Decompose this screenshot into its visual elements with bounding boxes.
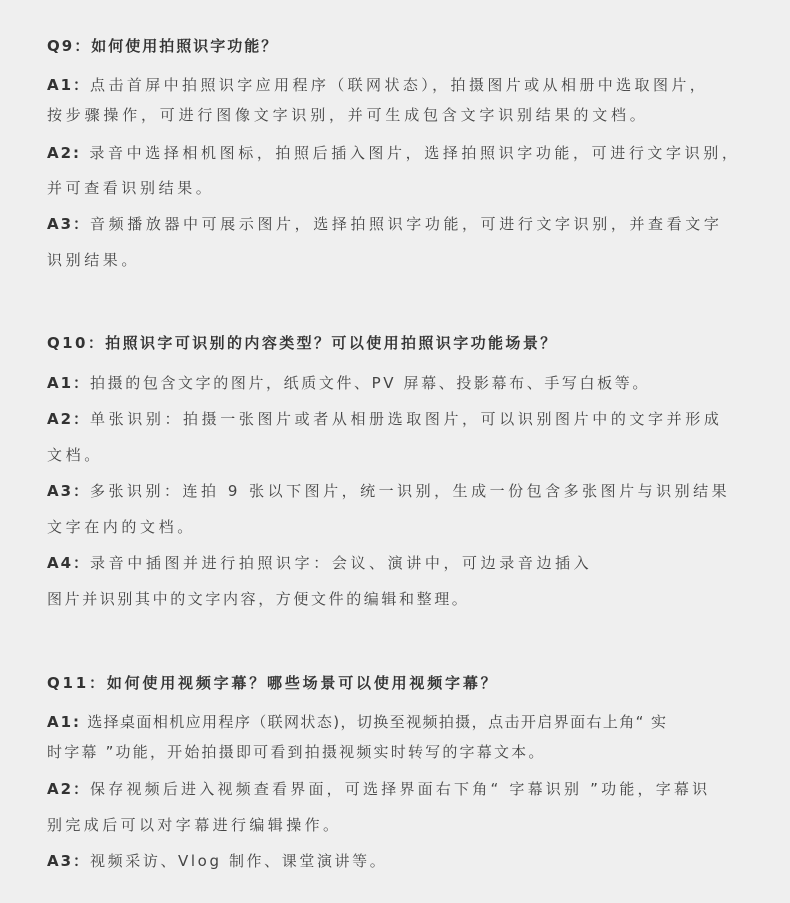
answer-q9-a1-line-1 <box>47 74 708 95</box>
answer-q9-a2-line-2: 并可查看识别结果。 <box>47 179 215 197</box>
answer-q10-a2-line-2: 文档。 <box>47 446 103 464</box>
answer-label: A4： <box>47 554 91 572</box>
answer-text: 多张识别：连拍 9 张以下图片，统一识别，生成一份包含多张图片与识别结果 <box>90 482 731 500</box>
answer-q11-a3-line-1 <box>47 850 387 871</box>
answer-q11-a1-line-2: 时字幕 ”功能，开始拍摄即可看到拍摄视频实时转写的字幕文本。 <box>47 743 546 761</box>
answer-text: 选择桌面相机应用程序（联网状态)，切换至视频拍摄，点击开启界面右上角“ 实 <box>87 713 668 731</box>
answer-q11-a1-line-1 <box>47 711 667 732</box>
answer-text: 视频采访、Vlog 制作、课堂演讲等。 <box>90 852 388 870</box>
answer-q11-a2-line-2: 别完成后可以对字幕进行编辑操作。 <box>47 816 342 834</box>
answer-q9-a2-line-1 <box>47 142 740 163</box>
answer-q10-a2-line-1 <box>47 408 722 429</box>
answer-text: 单张识别：拍摄一张图片或者从相册选取图片，可以识别图片中的文字并形成 <box>90 410 723 428</box>
answer-label: A2: <box>47 144 82 162</box>
answer-text: 音频播放器中可展示图片，选择拍照识字功能，可进行文字识别，并查看文字 <box>90 215 723 233</box>
answer-text: 拍摄的包含文字的图片，纸质文件、PV 屏幕、投影幕布、手写白板等。 <box>90 374 650 392</box>
answer-label: A1： <box>47 76 91 94</box>
answer-q11-a2-line-1 <box>47 778 710 799</box>
answer-label: A3： <box>47 482 91 500</box>
answer-text: 录音中选择相机图标，拍照后插入图片，选择拍照识字功能，可进行文字识别， <box>89 144 741 162</box>
answer-q9-a1-line-2: 按步骤操作，可进行图像文字识别，并可生成包含文字识别结果的文档。 <box>47 106 649 124</box>
answer-label: A2： <box>47 410 91 428</box>
answer-q10-a1-line-1 <box>47 372 650 393</box>
question-q9: Q9：如何使用拍照识字功能？ <box>47 37 279 55</box>
question-q10: Q10：拍照识字可识别的内容类型？可以使用拍照识字功能场景？ <box>47 334 558 352</box>
answer-label: A3： <box>47 852 91 870</box>
answer-q9-a3-line-2: 识别结果。 <box>47 251 141 269</box>
answer-label: A2： <box>47 780 91 798</box>
answer-label: A1： <box>47 374 91 392</box>
answer-q10-a4-line-1 <box>47 552 592 573</box>
answer-text: 录音中插图并进行拍照识字：会议、演讲中，可边录音边插入 <box>90 554 593 572</box>
answer-q10-a3-line-2: 文字在内的文档。 <box>47 518 196 536</box>
answer-q10-a3-line-1 <box>47 480 730 501</box>
answer-label: A1: <box>47 713 82 731</box>
answer-q9-a3-line-1 <box>47 213 722 234</box>
answer-label: A3： <box>47 215 91 233</box>
answer-q10-a4-line-2: 图片并识别其中的文字内容，方便文件的编辑和整理。 <box>47 590 470 608</box>
answer-text: 点击首屏中拍照识字应用程序（联网状态），拍摄图片或从相册中选取图片， <box>90 76 709 94</box>
answer-text: 保存视频后进入视频查看界面，可选择界面右下角“ 字幕识别 ”功能，字幕识 <box>90 780 711 798</box>
question-q11: Q11：如何使用视频字幕？哪些场景可以使用视频字幕？ <box>47 674 499 692</box>
